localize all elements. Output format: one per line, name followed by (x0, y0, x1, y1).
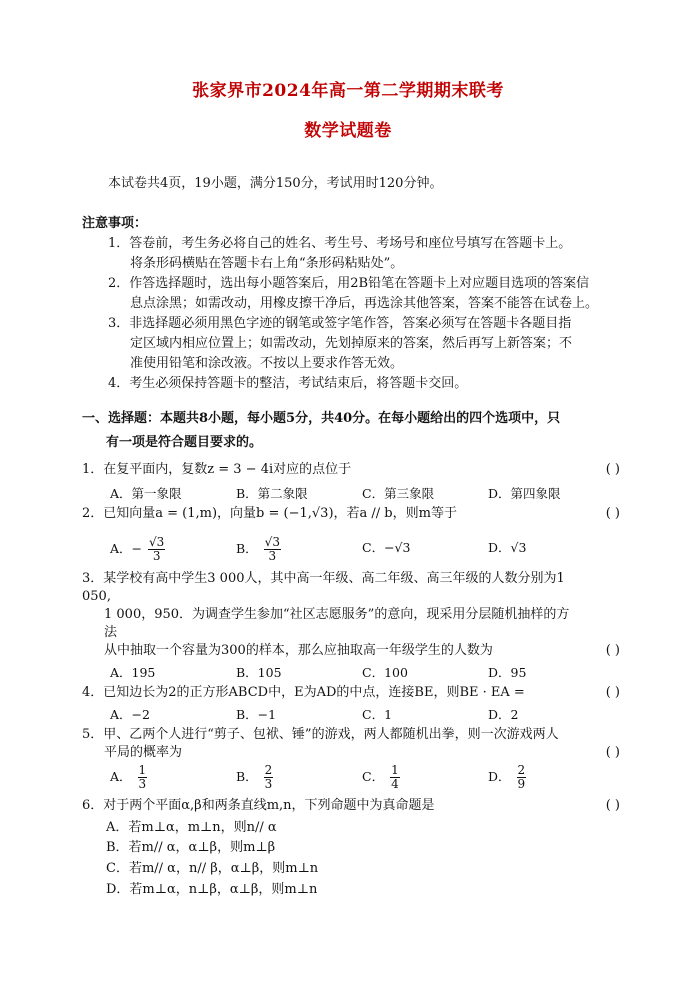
notice-heading: 注意事项： (82, 216, 148, 231)
section-heading: 一、选择题：本题共8小题，每小题5分，共40分。在每小题给出的四个选项中，只 (82, 411, 561, 426)
answer-paren: ( ) (605, 798, 620, 813)
exam-subtitle: 数学试题卷 (304, 121, 392, 141)
answer-paren: ( ) (605, 643, 620, 658)
answer-paren: ( ) (605, 745, 620, 760)
question-2-stem: 2．已知向量a = (1,m)，向量b = (−1,√3)，若a // b，则m等于 (82, 506, 457, 521)
q1-option-c: C．第三象限 (362, 486, 435, 501)
q5-option-b: B． $\frac{2}{3}$ (236, 763, 273, 791)
q2-option-c: C．−√3 (362, 540, 411, 555)
q1-option-a: A．第一象限 (110, 486, 182, 501)
intro-text: 本试卷共4页，19小题，满分150分，考试用时120分钟。 (108, 176, 443, 191)
q3-option-a: A．195 (110, 665, 156, 680)
q4-option-c: C．1 (362, 707, 393, 722)
q2-option-d: D．√3 (488, 540, 527, 555)
question-3-stem: 1 000，950．为调查学生参加“社区志愿服务”的意向，现采用分层随机抽样的方 (104, 607, 570, 622)
notice-line: 息点涂黑；如需改动，用橡皮擦干净后，再选涂其他答案，答案不能答在试卷上。 (130, 296, 599, 311)
q5-option-d: D． $\frac{2}{9}$ (488, 763, 526, 791)
q5-option-a: A． $\frac{1}{3}$ (110, 763, 147, 791)
notice-line: 2．作答选择题时，选出每小题答案后，用2B铅笔在答题卡上对应题目选项的答案信 (108, 276, 590, 291)
q5-option-c: C． $\frac{1}{4}$ (362, 763, 399, 791)
notice-line: 1．答卷前，考生务必将自己的姓名、考生号、考场号和座位号填写在答题卡上。 (108, 236, 572, 251)
notice-line: 将条形码横贴在答题卡右上角“条形码粘贴处”。 (130, 256, 404, 271)
answer-paren: ( ) (605, 462, 620, 477)
question-1-stem: 1．在复平面内，复数z = 3 − 4i对应的点位于 (82, 462, 352, 477)
notice-line: 3．非选择题必须用黑色字迹的钢笔或签字笔作答，答案必须写在答题卡各题目指 (108, 316, 572, 331)
section-heading-cont: 有一项是符合题目要求的。 (106, 435, 263, 450)
q4-option-d: D．2 (488, 707, 519, 722)
q4-option-a: A．−2 (110, 707, 150, 722)
notice-line: 定区域内相应位置上；如需改动，先划掉原来的答案，然后再写上新答案；不 (130, 336, 573, 351)
notice-line: 准使用铅笔和涂改液。不按以上要求作答无效。 (130, 356, 404, 371)
q4-option-b: B．−1 (236, 707, 277, 722)
question-6-stem: 6．对于两个平面α,β和两条直线m,n，下列命题中为真命题是 (82, 798, 435, 813)
question-4-stem: 4．已知边长为2的正方形ABCD中，E为AD的中点，连接BE，则BE · EA = (82, 685, 525, 700)
q2-option-b: B． $\frac{√3}{3}$ (236, 535, 280, 563)
answer-paren: ( ) (605, 685, 620, 700)
q3-option-c: C．100 (362, 665, 408, 680)
q3-option-b: B．105 (236, 665, 282, 680)
q6-option-a: A．若m⊥α，m⊥n，则n// α (106, 820, 277, 835)
q6-option-b: B．若m// α，α⊥β，则m⊥β (106, 840, 276, 855)
q2-option-a: A．− $\frac{√3}{3}$ (110, 535, 165, 563)
notice-line: 4．考生必须保持答题卡的整洁，考试结束后，将答题卡交回。 (108, 376, 468, 391)
exam-title: 张家界市2024年高一第二学期期末联考 (192, 81, 504, 101)
q6-option-d: D．若m⊥α，n⊥β，α⊥β，则m⊥n (106, 882, 318, 897)
question-5-stem: 平局的概率为 (104, 745, 183, 760)
q3-option-d: D．95 (488, 665, 527, 680)
q6-option-c: C．若m// α，n// β，α⊥β，则m⊥n (106, 861, 319, 876)
question-3-stem: 3．某学校有高中学生3 000人，其中高一年级、高二年级、高三年级的人数分别为1 (82, 571, 565, 586)
answer-paren: ( ) (605, 506, 620, 521)
q1-option-b: B．第二象限 (236, 486, 308, 501)
q1-option-d: D．第四象限 (488, 486, 561, 501)
question-3-stem: 从中抽取一个容量为300的样本，那么应抽取高一年级学生的人数为 (104, 643, 493, 658)
question-5-stem: 5．甲、乙两个人进行“剪子、包袱、锤”的游戏，两人都随机出拳，则一次游戏两人 (82, 727, 559, 742)
question-3-stem: 050, (82, 589, 111, 604)
question-3-stem: 法 (104, 625, 118, 640)
